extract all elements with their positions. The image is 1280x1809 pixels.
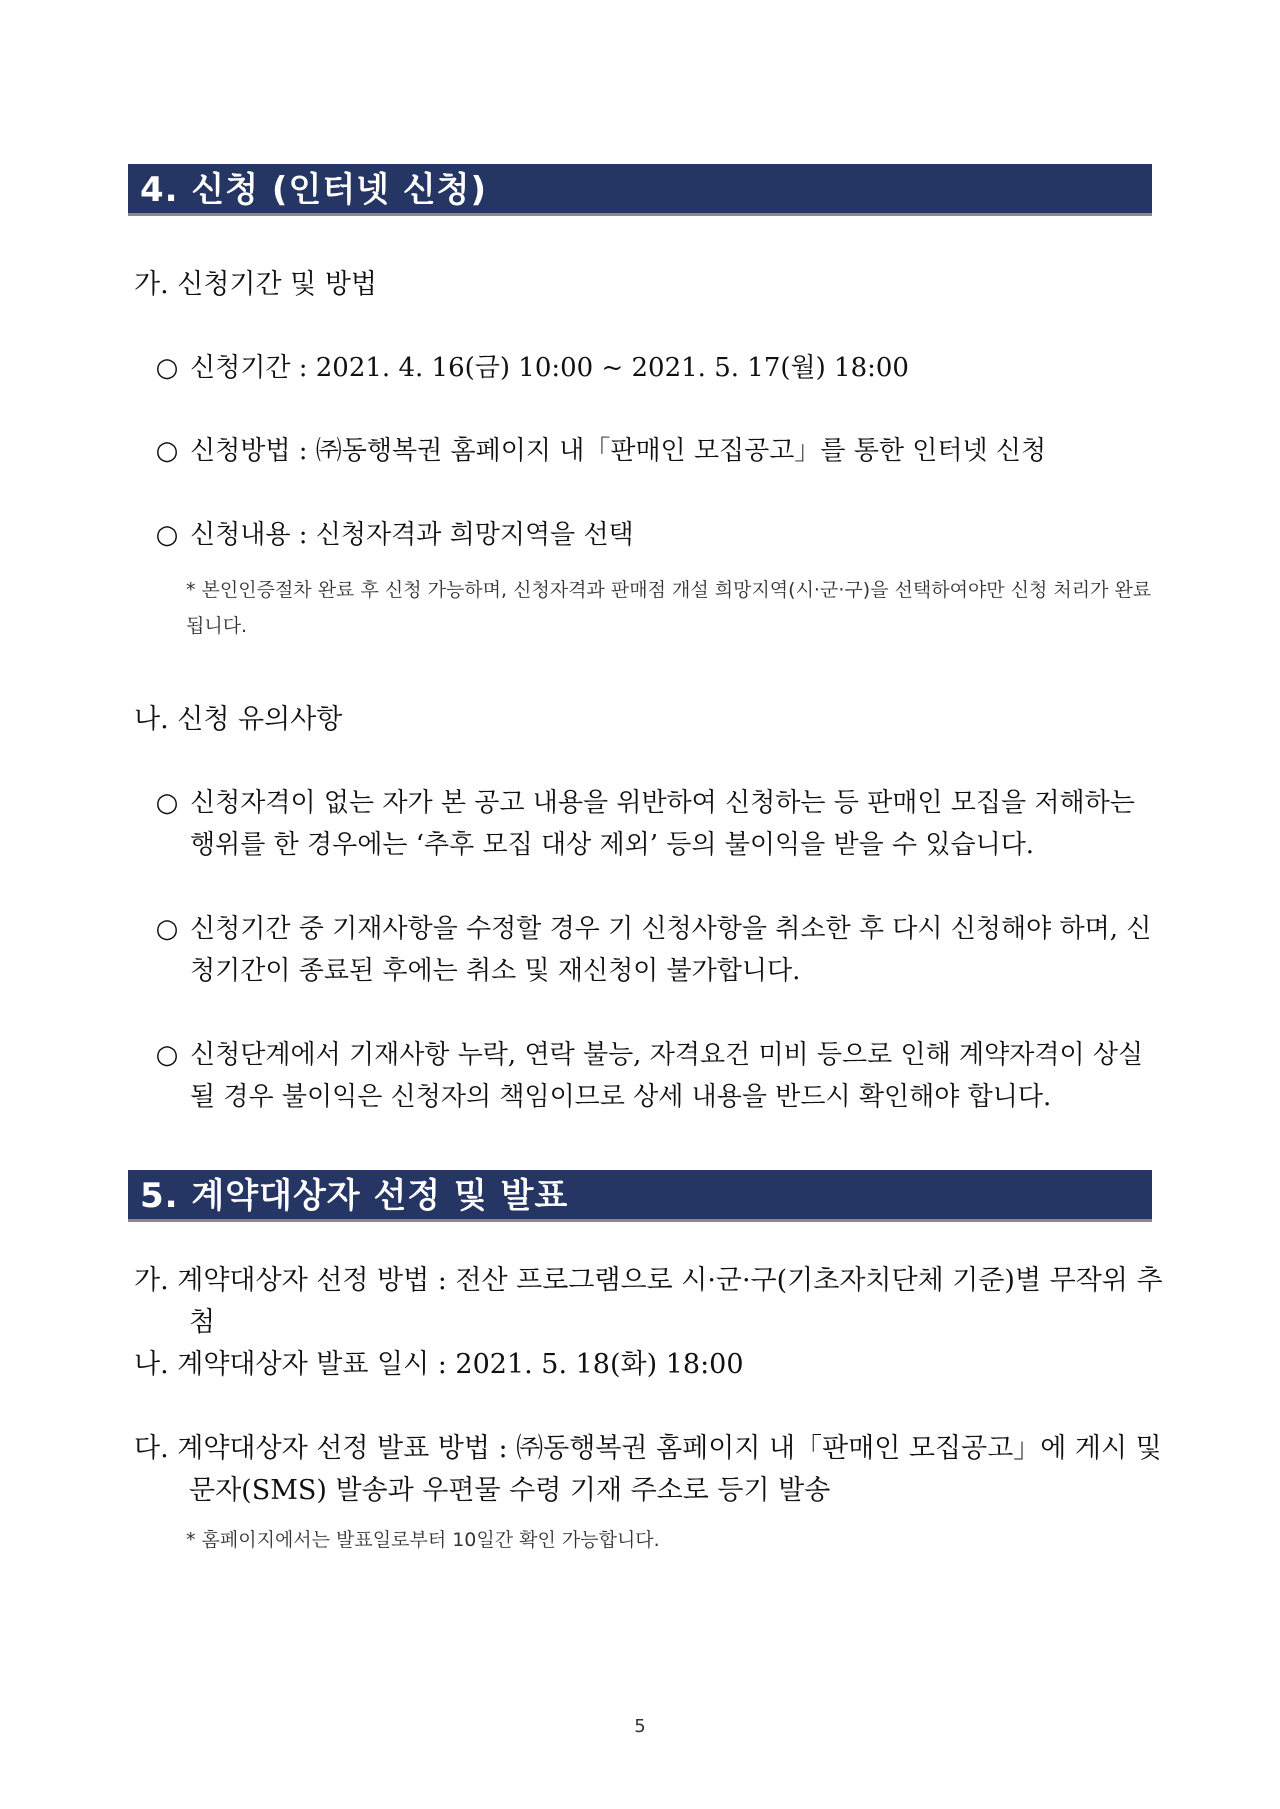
item-text: 나. 계약대상자 발표 일시 : 2021. 5. 18(화) 18:00 [134, 1349, 744, 1380]
item-text: 다. 계약대상자 선정 발표 방법 : ㈜동행복권 홈페이지 내「판매인 모집공고」에 게시 및 문자(SMS) 발송과 우편물 수령 기재 주소로 등기 발송 [134, 1433, 1162, 1506]
bullet-application-period [154, 347, 1164, 389]
section-4-title-banner [128, 164, 1152, 216]
bullet-text: 신청자격이 없는 자가 본 공고 내용을 위반하여 신청하는 등 판매인 모집을 저해하는 행위를 한 경우에는 ‘추후 모집 대상 제외’ 등의 불이익을 받을 수 있습니다. [190, 788, 1135, 860]
bullet-circle-icon: ○ [155, 436, 179, 466]
section-5-item-announcement-date [134, 1344, 1164, 1386]
section-4-title: 4. 신청 (인터넷 신청) [140, 170, 488, 210]
bullet-circle-icon: ○ [155, 1040, 179, 1070]
bullet-caution-1 [154, 782, 1164, 866]
bullet-text: 신청단계에서 기재사항 누락, 연락 불능, 자격요건 미비 등으로 인해 계약자격이 상실될 경우 불이익은 신청자의 책임이므로 상세 내용을 반드시 확인해야 합니다. [190, 1040, 1144, 1112]
bullet-text: 신청기간 중 기재사항을 수정할 경우 기 신청사항을 취소한 후 다시 신청해야 하며, 신청기간이 종료된 후에는 취소 및 재신청이 불가합니다. [190, 914, 1152, 986]
bullet-text: 신청방법 : ㈜동행복권 홈페이지 내「판매인 모집공고」를 통한 인터넷 신청 [190, 436, 1047, 466]
bullet-application-method [154, 430, 1164, 472]
bullet-text: 신청내용 : 신청자격과 희망지역을 선택 [190, 520, 634, 550]
page-number: 5 [634, 1716, 646, 1737]
bullet-caution-3 [154, 1034, 1164, 1118]
section-5-item-announcement-method [134, 1428, 1164, 1512]
bullet-circle-icon: ○ [155, 788, 179, 818]
section-5-title: 5. 계약대상자 선정 및 발표 [140, 1176, 569, 1216]
bullet-circle-icon: ○ [155, 520, 179, 550]
section-5-item-selection-method [134, 1260, 1164, 1344]
section-4a-note: * 본인인증절차 완료 후 신청 가능하며, 신청자격과 판매점 개설 희망지역(시·군·구)을 선택하여야만 신청 처리가 완료됩니다. [186, 579, 1152, 637]
section-5-note: * 홈페이지에서는 발표일로부터 10일간 확인 가능합니다. [186, 1529, 660, 1551]
section-5-title-banner [128, 1170, 1152, 1222]
bullet-text: 신청기간 : 2021. 4. 16(금) 10:00 ~ 2021. 5. 17(월) 18:00 [190, 353, 909, 383]
section-4a-heading: 가. 신청기간 및 방법 [134, 269, 377, 300]
item-text: 가. 계약대상자 선정 방법 : 전산 프로그램으로 시·군·구(기초자치단체 기준)별 무작위 추첨 [134, 1265, 1163, 1338]
bullet-caution-2 [154, 908, 1164, 992]
section-4b-heading: 나. 신청 유의사항 [134, 704, 343, 735]
bullet-application-content [154, 514, 1164, 556]
bullet-circle-icon: ○ [155, 914, 179, 944]
bullet-circle-icon: ○ [155, 353, 179, 383]
